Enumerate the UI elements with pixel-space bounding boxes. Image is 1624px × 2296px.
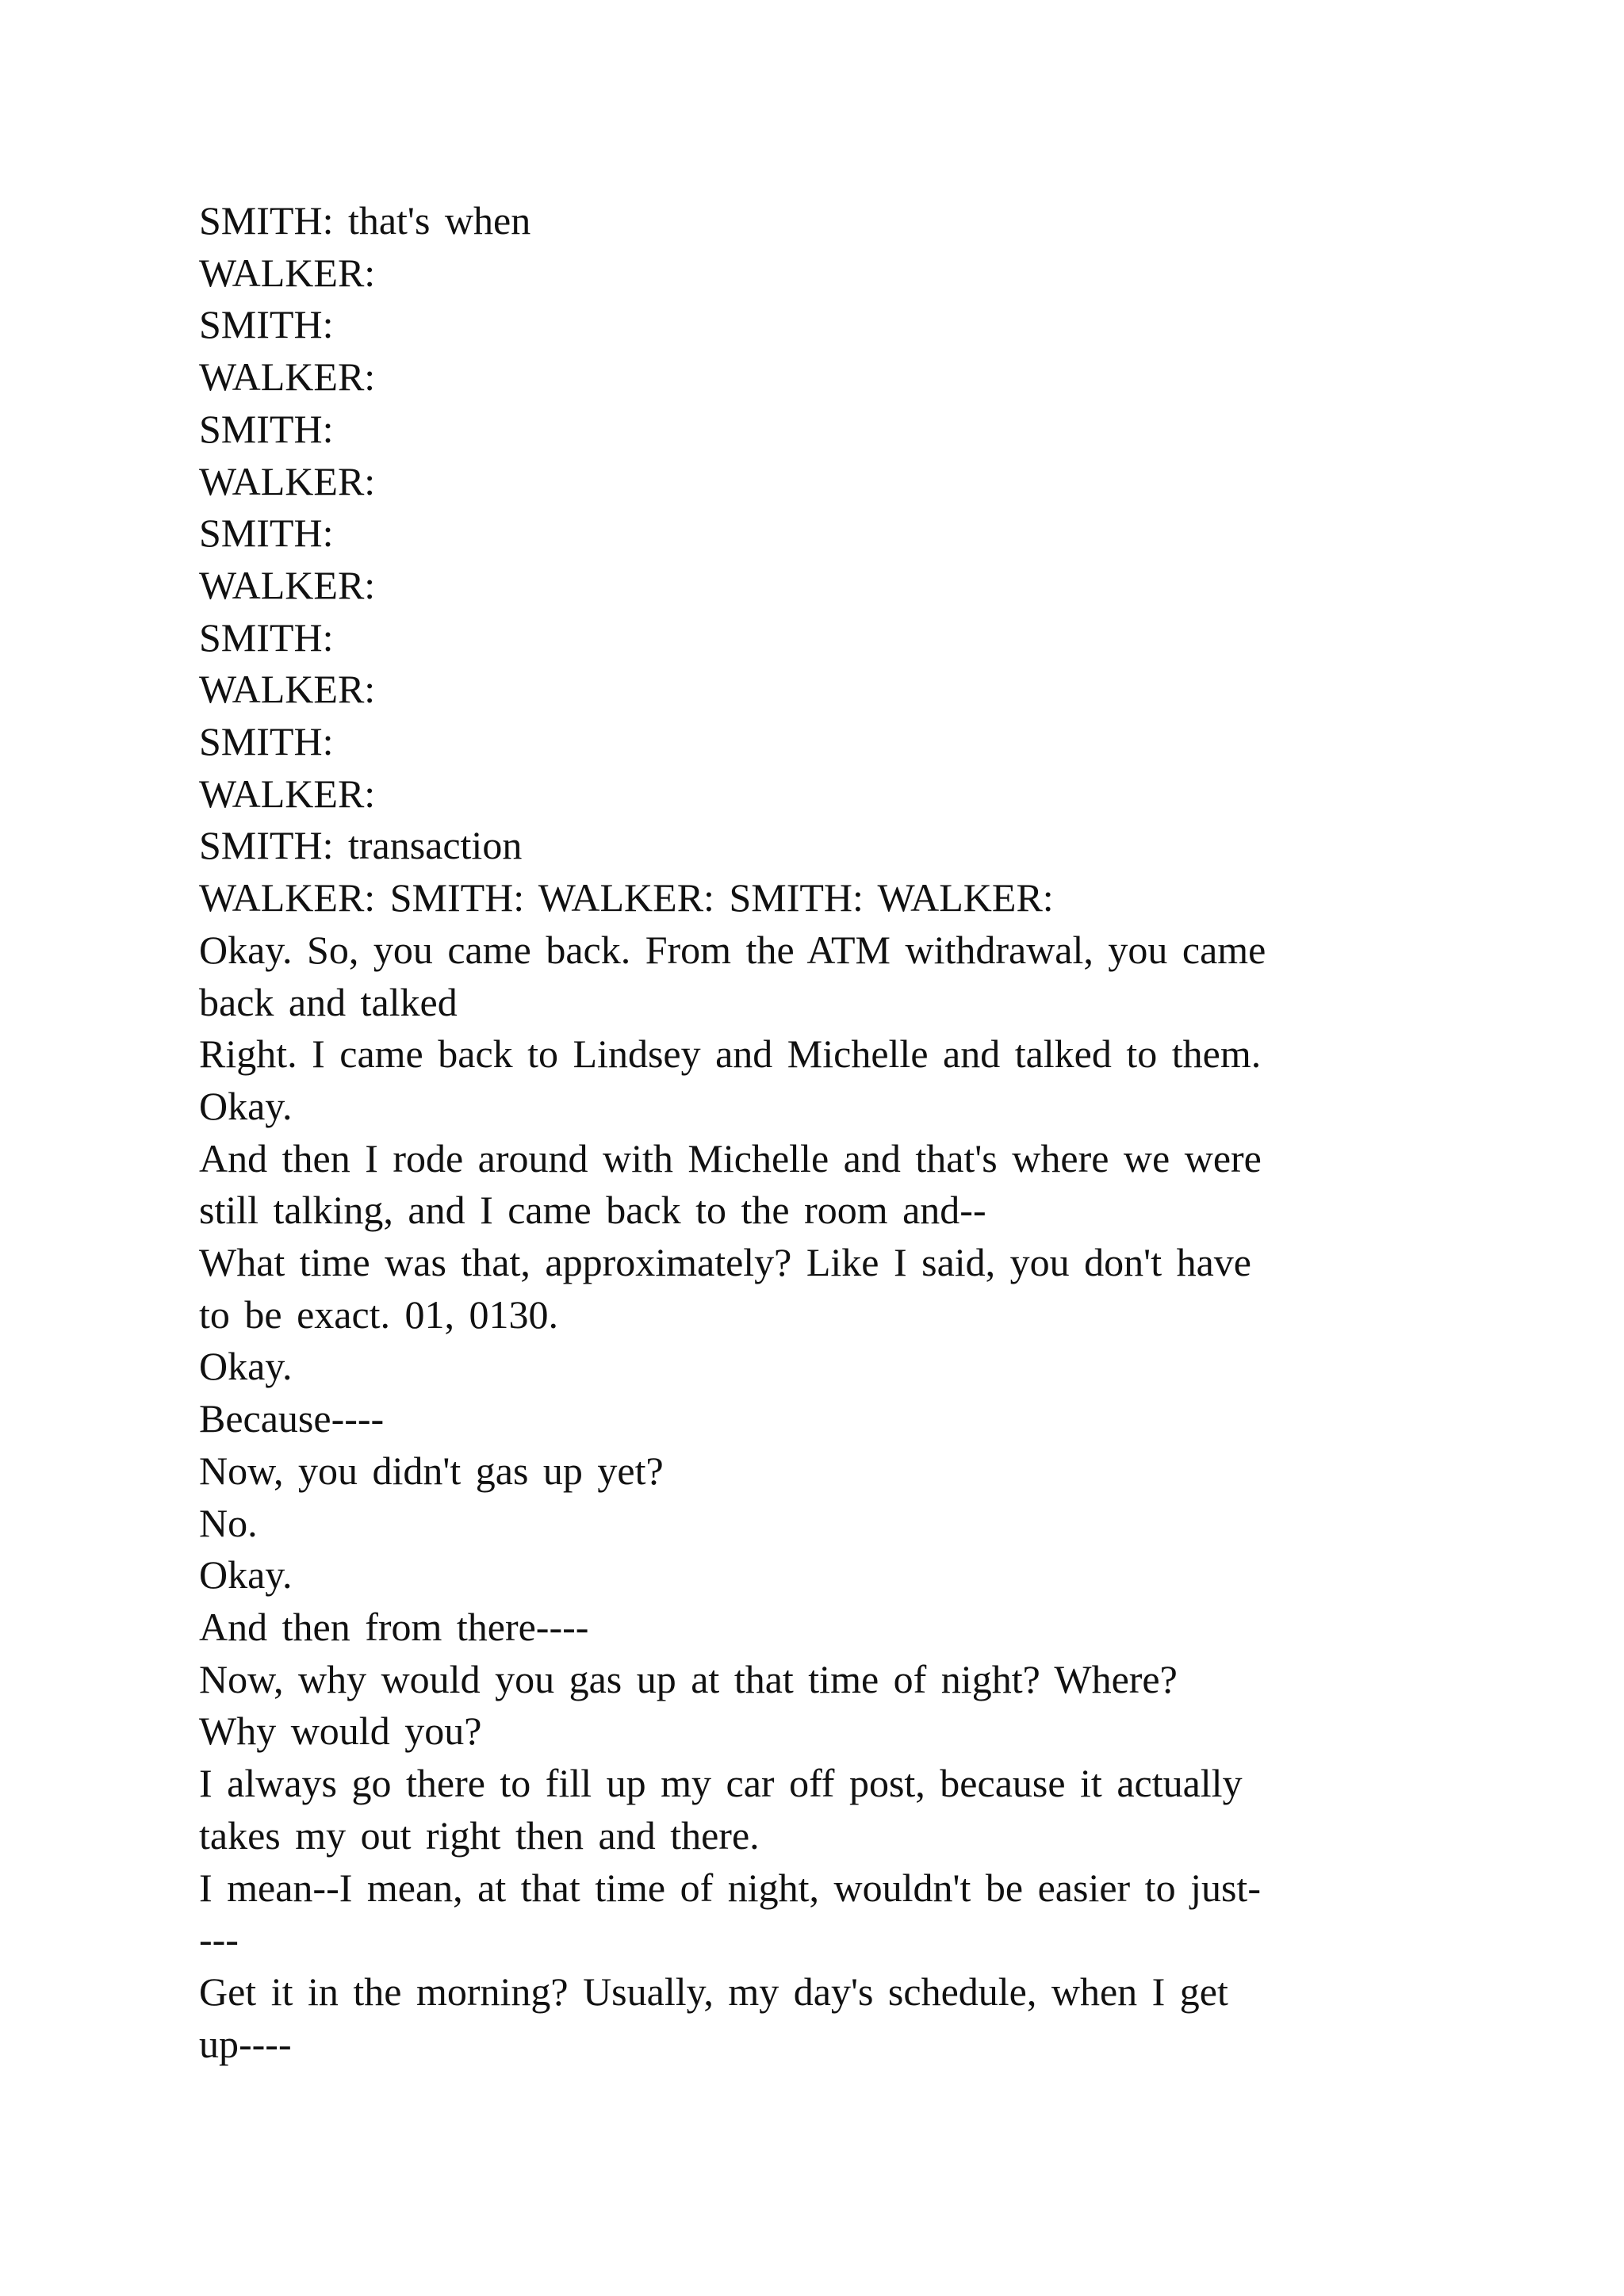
transcript-line: WALKER: (199, 562, 376, 607)
transcript-line: Get it in the morning? Usually, my day's schedule, when I get (199, 1969, 1228, 2014)
transcript-line: up---- (199, 2021, 292, 2066)
transcript-line: SMITH: (199, 302, 334, 347)
transcript-line: WALKER: SMITH: WALKER: SMITH: WALKER: (199, 875, 1054, 920)
transcript-line: Okay. (199, 1083, 293, 1128)
transcript-line: WALKER: (199, 667, 376, 712)
transcript-line: Because---- (199, 1396, 385, 1441)
transcript-line: Okay. (199, 1552, 293, 1598)
transcript-line: WALKER: (199, 354, 376, 400)
transcript-line: Why would you? (199, 1709, 482, 1754)
transcript-line: I mean--I mean, at that time of night, wouldn't be easier to just- (199, 1865, 1261, 1910)
transcript-line: WALKER: (199, 250, 376, 295)
transcript-line: SMITH: (199, 614, 334, 660)
transcript-line: Okay. (199, 1344, 293, 1389)
transcript-text (199, 195, 1436, 2070)
transcript-line: I always go there to fill up my car off post, because it actually (199, 1761, 1243, 1806)
transcript-line: Right. I came back to Lindsey and Michelle and talked to them. (199, 1031, 1262, 1077)
transcript-line: And then I rode around with Michelle and that's where we were (199, 1135, 1262, 1181)
transcript-line: to be exact. 01, 0130. (199, 1292, 559, 1337)
transcript-line: WALKER: (199, 458, 376, 503)
transcript-line: Okay. So, you came back. From the ATM withdrawal, you came (199, 927, 1266, 972)
transcript-line: Now, why would you gas up at that time of night? Where? (199, 1656, 1178, 1701)
transcript-line: SMITH: (199, 719, 334, 764)
transcript-line: back and talked (199, 979, 458, 1024)
transcript-line: No. (199, 1500, 258, 1545)
transcript-line: SMITH: (199, 406, 334, 451)
transcript-line: still talking, and I came back to the room and-- (199, 1188, 986, 1233)
transcript-line: And then from there---- (199, 1604, 589, 1649)
transcript-line: SMITH: that's when (199, 198, 531, 243)
transcript-line: SMITH: transaction (199, 823, 523, 868)
transcript-line: WALKER: (199, 771, 376, 816)
transcript-line: takes my out right then and there. (199, 1812, 760, 1858)
transcript-line: SMITH: (199, 511, 334, 556)
transcript-line: What time was that, approximately? Like I said, you don't have (199, 1240, 1251, 1285)
transcript-line: Now, you didn't gas up yet? (199, 1448, 664, 1493)
transcript-line: --- (199, 1917, 239, 1962)
